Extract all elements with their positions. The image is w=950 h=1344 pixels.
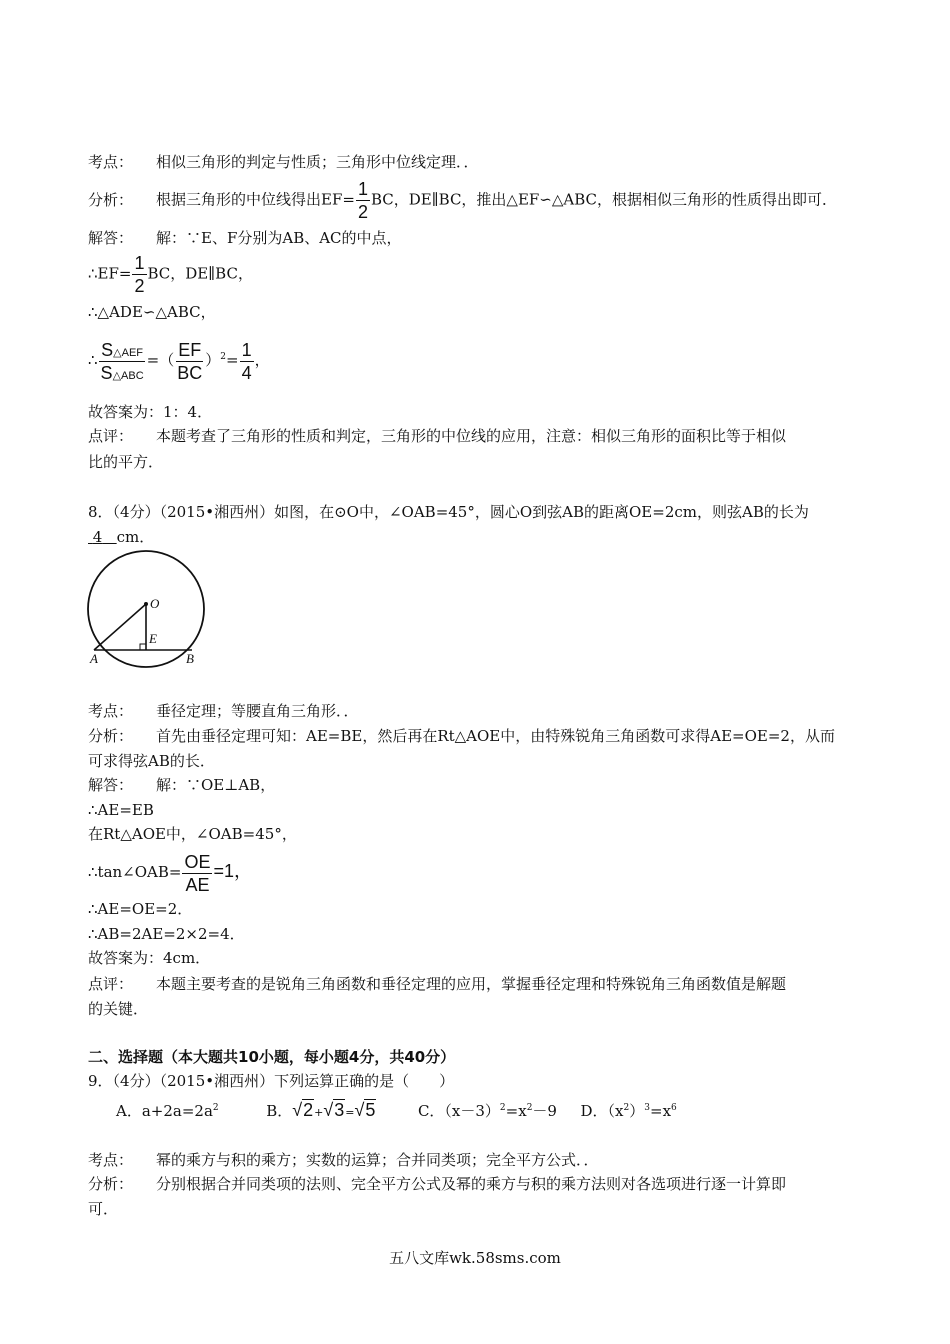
label-o: O bbox=[150, 596, 160, 611]
oe-ae-fraction: $\frac{OE}{AE}$ bbox=[184, 851, 211, 895]
option-b: B．√2+√3=√5 bbox=[266, 1100, 376, 1120]
right-angle-mark bbox=[140, 644, 146, 650]
q8-step5: ∴AB=2AE=2×2=4． bbox=[88, 925, 245, 943]
q8-dianping-cont: 的关键． bbox=[88, 1000, 149, 1018]
q8-stem: 8．（4分）（2015•湘西州）如图，在⊙O中，∠OAB=45°，圆心O到弦AB的距离OE=2cm，则弦AB的长为 bbox=[88, 503, 809, 521]
segment-oa bbox=[94, 604, 146, 650]
section-heading: 二、选择题（本大题共10小题，每小题4分，共40分） bbox=[88, 1048, 456, 1066]
q7-step1: ∴EF= $\frac{1}{2}$ BC，DE∥BC， bbox=[88, 253, 253, 296]
q9-kaodian: 考点： 幂的乘方与积的乘方；实数的运算；合并同类项；完全平方公式．． bbox=[88, 1151, 599, 1169]
center-dot bbox=[144, 602, 148, 606]
fraction-half: $\frac{1}{2}$ bbox=[357, 179, 368, 222]
option-c: C．$(x-3)^2=x^2-9$ bbox=[417, 1102, 557, 1120]
q9-stem: 9．（4分）（2015•湘西州）下列运算正确的是（ ） bbox=[88, 1072, 455, 1090]
page-footer: 五八文库wk.58sms.com bbox=[389, 1249, 561, 1267]
sqrt-2: √2 bbox=[292, 1100, 314, 1120]
option-d: D．$(x^2)^3=x^6$ bbox=[580, 1102, 677, 1120]
circle-geometry-figure bbox=[80, 550, 220, 670]
label-b: B bbox=[186, 651, 194, 666]
q7-dianping: 点评： 本题考查了三角形的性质和判定，三角形的中位线的应用，注意：相似三角形的面积比等于相似 bbox=[88, 427, 787, 445]
q8-fenxi: 分析： 首先由垂径定理可知：AE=BE，然后再在Rt△AOE中，由特殊锐角三角函数可求得AE=OE=2，从而 bbox=[88, 727, 835, 745]
q8-jieda: 解答： 解：∵OE⊥AB， bbox=[88, 776, 276, 794]
q8-stem-answer: 4 cm． bbox=[88, 527, 154, 547]
q8-step1: ∴AE=EB bbox=[88, 801, 154, 819]
q8-step3: ∴tan∠OAB= $\frac{OE}{AE}$ =1， bbox=[88, 851, 253, 895]
q8-step2: 在Rt△AOE中，∠OAB=45°， bbox=[88, 825, 297, 843]
q9-fenxi: 分析： 分别根据合并同类项的法则、完全平方公式及幂的乘方与积的乘方法则对各选项进行逐一计算即 bbox=[88, 1175, 787, 1193]
q7-dianping-cont: 比的平方． bbox=[88, 453, 164, 471]
label-a: A bbox=[90, 651, 98, 666]
sqrt-5: √5 bbox=[354, 1100, 376, 1120]
q9-options bbox=[116, 1096, 677, 1125]
answer-blank: 4 bbox=[92, 528, 103, 546]
option-a: A．$a+2a=2a^2$ bbox=[116, 1102, 219, 1120]
q8-fenxi-cont: 可求得弦AB的长． bbox=[88, 752, 215, 770]
label-e: E bbox=[149, 631, 157, 646]
fraction-quarter: $\frac{1}{4}$ bbox=[241, 339, 252, 383]
area-ratio-fraction: $\frac{\text{S△AEF}}{\text{S△ABC}}$ bbox=[100, 339, 144, 383]
q9-fenxi-cont: 可． bbox=[88, 1200, 119, 1218]
q7-jieda: 解答： 解：∵E、F分别为AB、AC的中点， bbox=[88, 229, 402, 247]
q8-answer: 故答案为：4cm． bbox=[88, 949, 211, 967]
q7-step2: ∴△ADE∽△ABC， bbox=[88, 303, 216, 321]
fraction-half: $\frac{1}{2}$ bbox=[134, 253, 145, 296]
ef-bc-fraction: $\frac{EF}{BC}$ bbox=[177, 339, 203, 383]
q8-dianping: 点评： 本题主要考查的是锐角三角函数和垂径定理的应用，掌握垂径定理和特殊锐角三角函数值是解题 bbox=[88, 975, 787, 993]
sqrt-3: √3 bbox=[323, 1100, 345, 1120]
q7-answer: 故答案为：1：4． bbox=[88, 403, 213, 421]
q7-fenxi: 分析： 根据三角形的中位线得出EF= $\frac{1}{2}$ BC，DE∥BC，推出△EF∽△ABC，根据相似三角形的性质得出即可． bbox=[88, 179, 838, 222]
q8-step4: ∴AE=OE=2． bbox=[88, 900, 193, 918]
q7-step3: ∴ $\frac{\text{S△AEF}}{\text{S△ABC}}$ =（ $\frac{EF}{BC}$ ）$^2$= $\frac{1}{4}$ ， bbox=[88, 339, 270, 383]
q7-kaodian: 考点： 相似三角形的判定与性质；三角形中位线定理．． bbox=[88, 153, 479, 171]
q8-kaodian: 考点： 垂径定理；等腰直角三角形．． bbox=[88, 702, 359, 720]
